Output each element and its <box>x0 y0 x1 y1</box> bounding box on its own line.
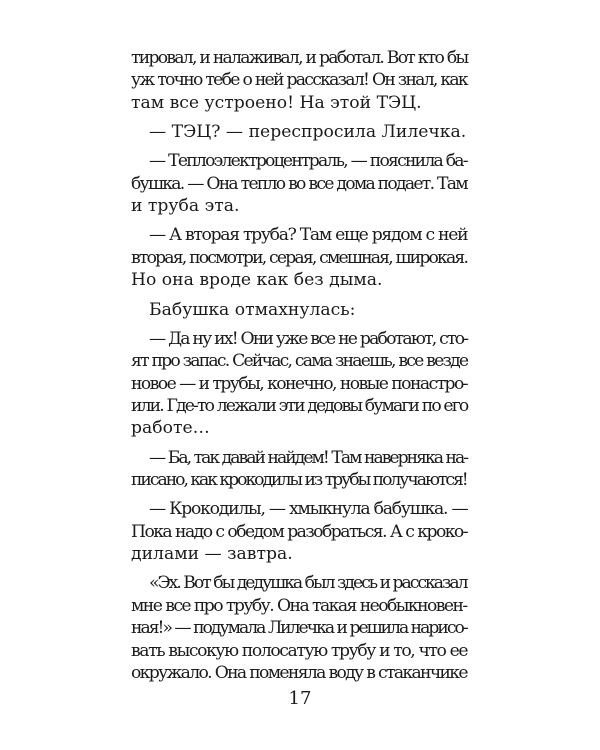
text-line-3: там все устроено! На этой ТЭЦ. <box>131 92 422 113</box>
text-line-12: — Да ну их! Они уже все не работают, сто- <box>149 328 468 349</box>
text-line-20: Пока надо с обедом разобраться. А с кроко- <box>131 521 467 542</box>
page-number: 17 <box>288 688 312 709</box>
text-line-7: и труба эта. <box>131 196 240 217</box>
text-line-21: дилами — завтра. <box>131 544 293 565</box>
text-line-2: уж точно тебе о ней рассказал! Он знал, как <box>131 70 467 91</box>
text-line-18: писано, как крокодилы из трубы получаются! <box>131 470 467 491</box>
text-line-11: Бабушка отмахнулась: <box>149 299 356 320</box>
text-line-22: «Эх. Вот бы дедушка был здесь и рассказал <box>149 573 467 594</box>
text-line-17: — Ба, так давай найдем! Там наверняка на- <box>149 447 468 468</box>
text-line-9: вторая, посмотри, серая, смешная, широкая. <box>131 247 468 268</box>
text-line-14: новое — и трубы, конечно, новые понастро- <box>131 373 468 394</box>
text-line-10: Но она вроде как без дыма. <box>131 270 383 291</box>
text-line-8: — А вторая труба? Там еще рядом с ней <box>149 225 468 246</box>
text-line-13: ят про запас. Сейчас, сама знаешь, все везде <box>131 351 468 372</box>
text-line-26: окружало. Она поменяла воду в стаканчике <box>131 663 467 683</box>
text-line-16: работе… <box>131 418 210 439</box>
text-line-6: бушка. — Она тепло во все дома подает. Там <box>131 173 467 194</box>
text-line-5: — Теплоэлектроцентраль, — пояснила ба- <box>149 151 467 172</box>
text-line-19: — Крокодилы, — хмыкнула бабушка. — <box>149 499 468 520</box>
text-line-25: вать высокую полосатую трубу и то, что ее <box>131 640 468 661</box>
text-line-24: ная!» — подумала Лилечка и решила нарисо- <box>131 618 467 639</box>
text-line-1: тировал, и налаживал, и работал. Вот кто бы <box>131 48 468 68</box>
text-line-15: или. Где-то лежали эти дедовы бумаги по его <box>131 395 468 416</box>
text-line-4: — ТЭЦ? — переспросила Лилечка. <box>149 122 467 143</box>
text-line-23: мне все про трубу. Она такая необыкновен- <box>131 595 467 616</box>
